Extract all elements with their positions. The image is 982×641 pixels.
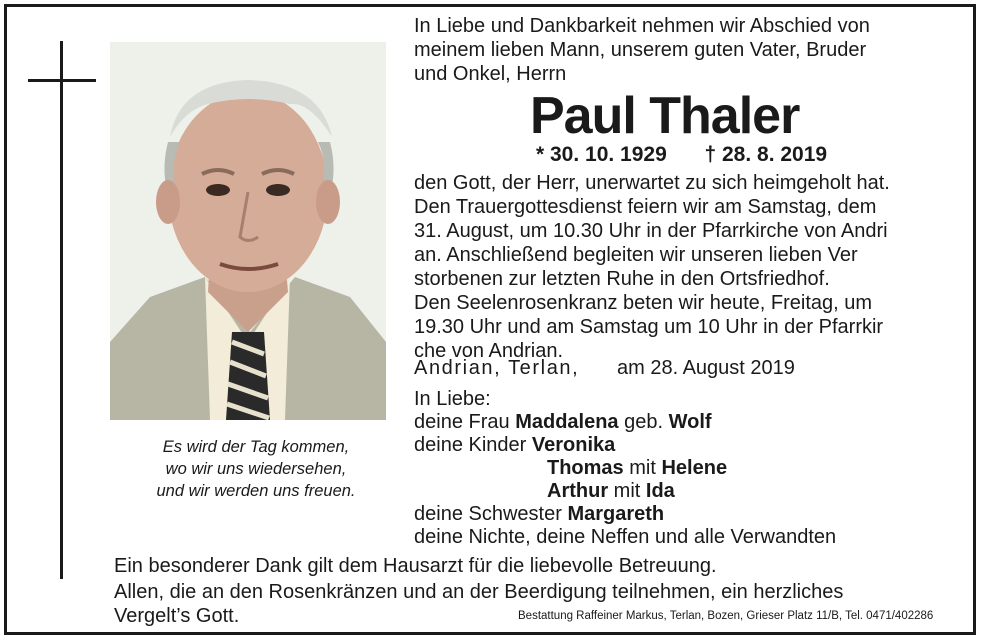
mourner-relatives: deine Nichte, deine Neffen und alle Verwandten (414, 526, 837, 548)
thanks-line: Allen, die an den Rosenkränzen und an der Beerdigung teilnehmen, ein herzliches (114, 581, 844, 603)
quote-line: und wir werden uns freuen. (156, 482, 356, 500)
deceased-name: Paul Thaler (530, 87, 800, 145)
place-names: Andrian, Terlan, (414, 357, 580, 379)
cross-icon-bar (28, 79, 96, 82)
birth-date: * 30. 10. 1929 (536, 143, 667, 166)
body-line: an. Anschließend begleiten wir unseren lieben Ver (414, 244, 858, 266)
mourners-heading: In Liebe: (414, 388, 491, 410)
quote-line: Es wird der Tag kommen, (162, 438, 350, 456)
body-line: Den Trauergottesdienst feiern wir am Samstag, dem (414, 196, 877, 218)
mourner-wife: deine Frau Maddalena geb. Wolf (414, 411, 712, 433)
body-line: che von Andrian. (414, 340, 563, 362)
intro-line: In Liebe und Dankbarkeit nehmen wir Abschied von (414, 15, 870, 37)
place-date: am 28. August 2019 (617, 357, 795, 379)
mourner-sister: deine Schwester Margareth (414, 503, 665, 525)
body-line: Den Seelenrosenkranz beten wir heute, Freitag, um (414, 292, 873, 314)
farewell-quote (110, 436, 402, 502)
intro-line: und Onkel, Herrn (414, 63, 567, 85)
thanks-line: Vergelt’s Gott. (114, 605, 240, 627)
body-line: 31. August, um 10.30 Uhr in der Pfarrkirche von Andri (414, 220, 888, 242)
intro-line: meinem lieben Mann, unserem guten Vater, Bruder (414, 39, 867, 61)
mourner-child: Thomas mit Helene (547, 457, 728, 479)
body-line: storbenen zur letzten Ruhe in den Ortsfriedhof. (414, 268, 830, 290)
life-dates (536, 143, 827, 167)
body-line: 19.30 Uhr und am Samstag um 10 Uhr in der Pfarrkir (414, 316, 884, 338)
quote-line: wo wir uns wiedersehen, (165, 460, 347, 478)
funeral-home-credit: Bestattung Raffeiner Markus, Terlan, Bozen, Grieser Platz 11/B, Tel. 0471/402286 (518, 610, 934, 622)
thanks-line: Ein besonderer Dank gilt dem Hausarzt für die liebevolle Betreuung. (114, 555, 717, 577)
portrait-photo (110, 42, 386, 420)
mourner-children: deine Kinder Veronika (414, 434, 616, 456)
body-line: den Gott, der Herr, unerwartet zu sich heimgeholt hat. (414, 172, 890, 194)
death-date: † 28. 8. 2019 (704, 143, 828, 166)
mourner-child: Arthur mit Ida (547, 480, 675, 502)
cross-icon (60, 41, 63, 579)
